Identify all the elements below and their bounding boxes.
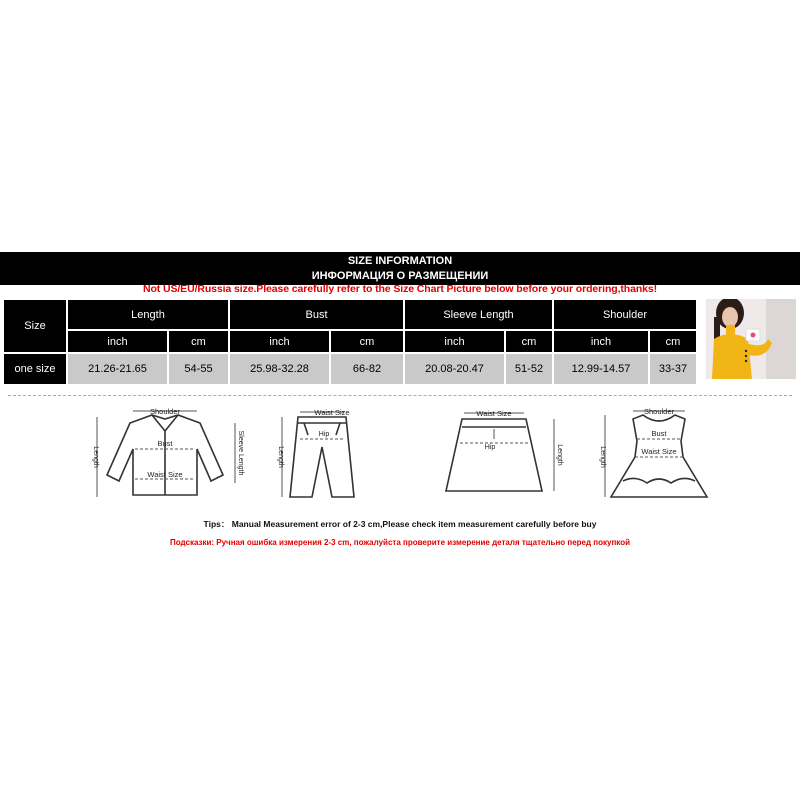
tips-line	[0, 518, 800, 530]
tips-ru-line: Подсказки: Ручная ошибка измерения 2-3 cm, пожалуйста проверите измерение деталя тщательно перед покупкой	[169, 538, 631, 547]
column-header-sleeve-length: Sleeve Length	[405, 300, 552, 329]
size-info-header	[0, 252, 800, 285]
table-row	[4, 354, 696, 384]
value-cell: 20.08-20.47	[405, 354, 504, 384]
tips-text: Manual Measurement error of 2-3 cm,Please check item measurement carefully before buy	[231, 519, 597, 529]
unit-cell: cm	[169, 331, 228, 352]
tips-label: Tips：	[203, 519, 230, 529]
unit-cell: cm	[650, 331, 696, 352]
unit-cell: inch	[405, 331, 504, 352]
header-title-en: SIZE INFORMATION	[347, 255, 453, 267]
pants-waist-label: Waist Size	[314, 408, 350, 417]
dress-waist-label: Waist Size	[641, 447, 677, 456]
shirt-waist-label: Waist Size	[147, 470, 183, 479]
skirt-hip-label: Hip	[484, 444, 496, 451]
size-header-cell: Size	[4, 300, 66, 352]
size-warning: Not US/EU/Russia size.Please carefully refer to the Size Chart Picture below before your ordering,thanks!	[142, 283, 658, 295]
column-header-length: Length	[68, 300, 228, 329]
value-cell: 51-52	[506, 354, 552, 384]
pants-length-label: Length	[277, 446, 284, 468]
shirt-length-label: Length	[92, 446, 99, 468]
value-cell: 25.98-32.28	[230, 354, 329, 384]
skirt-length-label: Length	[556, 444, 563, 466]
size-name-cell: one size	[4, 354, 66, 384]
skirt-waist-label: Waist Size	[476, 409, 512, 418]
unit-cell: inch	[554, 331, 648, 352]
shirt-bust-label: Bust	[157, 439, 173, 448]
dress-shoulder-label: Shoulder	[643, 407, 675, 416]
header-title-ru: ИНФОРМАЦИЯ О РАЗМЕЩЕНИИ	[311, 270, 489, 282]
column-header-shoulder: Shoulder	[554, 300, 696, 329]
value-cell: 12.99-14.57	[554, 354, 648, 384]
shirt-shoulder-label: Shoulder	[149, 407, 181, 416]
product-photo	[706, 299, 796, 379]
pants-diagram	[270, 405, 370, 505]
size-table	[2, 298, 698, 386]
unit-cell: cm	[506, 331, 552, 352]
value-cell: 54-55	[169, 354, 228, 384]
pants-hip-label: Hip	[318, 431, 330, 438]
unit-cell: inch	[68, 331, 167, 352]
skirt-diagram	[430, 405, 570, 505]
dress-length-label: Length	[599, 446, 606, 468]
dress-diagram	[595, 405, 725, 505]
shirt-sleeve-label: Sleeve Length	[237, 430, 244, 476]
unit-cell: cm	[331, 331, 403, 352]
shirt-diagram	[85, 405, 260, 505]
unit-cell: inch	[230, 331, 329, 352]
section-divider	[8, 395, 792, 396]
value-cell: 21.26-21.65	[68, 354, 167, 384]
column-header-bust: Bust	[230, 300, 403, 329]
dress-bust-label: Bust	[651, 429, 667, 438]
value-cell: 66-82	[331, 354, 403, 384]
value-cell: 33-37	[650, 354, 696, 384]
